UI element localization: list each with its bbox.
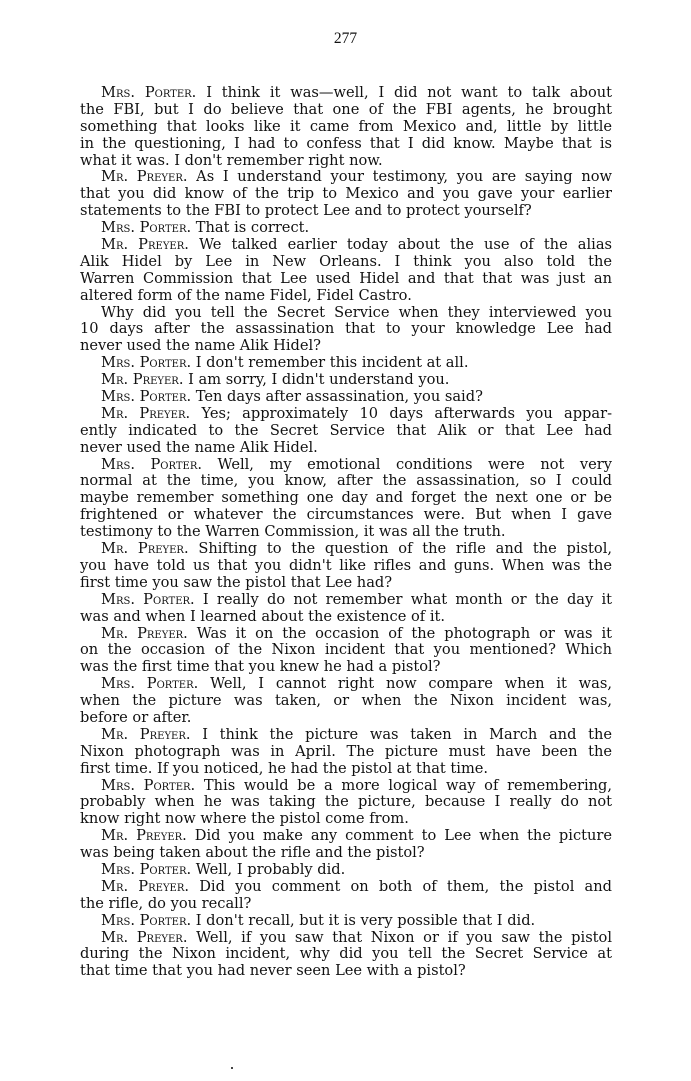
speaker-name: Mr. Preyer. bbox=[101, 928, 188, 946]
text-line bbox=[80, 626, 612, 643]
text-line bbox=[80, 778, 612, 795]
line-text: during the Nixon incident, why did you tell the Secret Service at bbox=[80, 945, 612, 963]
text-line bbox=[80, 930, 612, 947]
testimony-paragraph bbox=[80, 626, 612, 677]
testimony-paragraph bbox=[80, 169, 612, 220]
text-line bbox=[80, 153, 612, 170]
line-text: in the questioning, I had to confess that I did know. Maybe that is bbox=[80, 134, 612, 152]
text-line bbox=[80, 136, 612, 153]
text-line bbox=[80, 642, 612, 659]
testimony-paragraph bbox=[80, 220, 612, 237]
testimony-paragraph bbox=[80, 862, 612, 879]
testimony-paragraph bbox=[80, 355, 612, 372]
testimony-paragraph bbox=[80, 727, 612, 778]
text-line bbox=[80, 811, 612, 828]
text-line bbox=[80, 305, 612, 322]
speaker-name: Mrs. Porter. bbox=[101, 860, 192, 878]
line-text: Nixon photograph was in April. The picture must have been the bbox=[80, 742, 612, 760]
text-line bbox=[80, 490, 612, 507]
speaker-name: Mrs. Porter. bbox=[101, 590, 195, 608]
text-line bbox=[80, 321, 612, 338]
line-text: Alik Hidel by Lee in New Orleans. I think you also told the bbox=[80, 252, 612, 270]
line-text: something that looks like it came from Mexico and, little by little bbox=[80, 117, 612, 135]
speaker-name: Mrs. Porter. bbox=[101, 219, 192, 237]
text-line bbox=[80, 119, 612, 136]
text-line bbox=[80, 507, 612, 524]
line-text: never used the name Alik Hidel. bbox=[80, 438, 318, 456]
speaker-name: Mr. Preyer. bbox=[101, 624, 188, 642]
testimony-paragraph bbox=[80, 457, 612, 541]
line-text: frightened or whatever the circumstances were. But when I gave bbox=[80, 506, 612, 524]
line-text: normal at the time, you know, after the assassination, so I could bbox=[80, 472, 612, 490]
speaker-name: Mrs. Porter. bbox=[101, 84, 197, 101]
text-line bbox=[80, 946, 612, 963]
text-line bbox=[80, 896, 612, 913]
text-line bbox=[80, 372, 612, 389]
testimony-paragraph bbox=[80, 930, 612, 981]
text-line bbox=[80, 338, 612, 355]
text-line bbox=[80, 457, 612, 474]
testimony-paragraph bbox=[80, 372, 612, 389]
line-text: I don't remember this incident at all. bbox=[195, 354, 469, 372]
line-text: I think it was—well, I did not want to talk about bbox=[206, 84, 612, 101]
testimony-paragraph bbox=[80, 676, 612, 727]
speaker-name: Mr. Preyer. bbox=[101, 540, 189, 558]
text-line bbox=[80, 828, 612, 845]
line-text: Why did you tell the Secret Service when they interviewed you bbox=[101, 303, 612, 321]
text-line bbox=[80, 524, 612, 541]
speaker-name: Mrs. Porter. bbox=[101, 675, 199, 693]
line-text: Well, I probably did. bbox=[195, 860, 346, 878]
testimony-paragraph bbox=[80, 879, 612, 913]
line-text: probably when he was taking the picture, because I really do not bbox=[80, 793, 612, 811]
line-text: the FBI, but I do believe that one of the FBI agents, he brought bbox=[80, 100, 612, 118]
text-line bbox=[80, 271, 612, 288]
text-line bbox=[80, 575, 612, 592]
transcript-body bbox=[80, 85, 612, 980]
line-text: was the first time that you knew he had a pistol? bbox=[80, 658, 441, 676]
line-text: We talked earlier today about the use of the alias bbox=[198, 236, 613, 254]
text-line bbox=[80, 693, 612, 710]
speaker-name: Mr. Preyer. bbox=[101, 236, 189, 254]
speaker-name: Mrs. Porter. bbox=[101, 354, 192, 372]
line-text: Shifting to the question of the rifle and the pistol, bbox=[198, 540, 612, 558]
line-text: That is correct. bbox=[195, 219, 310, 237]
line-text: was being taken about the rifle and the pistol? bbox=[80, 844, 425, 862]
line-text: ently indicated to the Secret Service that Alik or that Lee had bbox=[80, 421, 612, 439]
text-line bbox=[80, 592, 612, 609]
text-line bbox=[80, 440, 612, 457]
text-line bbox=[80, 237, 612, 254]
line-text: the rifle, do you recall? bbox=[80, 894, 252, 912]
text-line bbox=[80, 794, 612, 811]
page-number: 277 bbox=[333, 30, 358, 47]
line-text: Warren Commission that Lee used Hidel and that that was just an bbox=[80, 269, 612, 287]
text-line bbox=[80, 220, 612, 237]
text-line bbox=[80, 169, 612, 186]
text-line bbox=[80, 659, 612, 676]
line-text: statements to the FBI to protect Lee and to protect yourself? bbox=[80, 202, 532, 220]
text-line bbox=[80, 254, 612, 271]
speaker-name: Mrs. Porter. bbox=[101, 776, 196, 794]
line-text: was and when I learned about the existence of it. bbox=[80, 607, 446, 625]
speaker-name: Mr. Preyer. bbox=[101, 877, 190, 895]
text-line bbox=[80, 541, 612, 558]
text-line bbox=[80, 406, 612, 423]
line-text: As I understand your testimony, you are saying now bbox=[196, 168, 612, 186]
line-text: I think the picture was taken in March and the bbox=[202, 725, 612, 743]
line-text: know right now where the pistol come from. bbox=[80, 810, 409, 828]
testimony-paragraph bbox=[80, 237, 612, 305]
text-line bbox=[80, 186, 612, 203]
testimony-paragraph bbox=[80, 305, 612, 356]
text-line bbox=[80, 558, 612, 575]
line-text: that you did know of the trip to Mexico and you gave your earlier bbox=[80, 185, 612, 203]
speaker-name: Mrs. Porter. bbox=[101, 911, 192, 929]
text-line bbox=[80, 744, 612, 761]
line-text: Well, I cannot right now compare when it was, bbox=[210, 675, 613, 693]
text-line bbox=[80, 389, 612, 406]
speaker-name: Mr. Preyer. bbox=[101, 404, 191, 422]
text-line bbox=[80, 963, 612, 980]
text-line bbox=[80, 676, 612, 693]
line-text: altered form of the name Fidel, Fidel Castro. bbox=[80, 286, 412, 304]
text-line bbox=[80, 203, 612, 220]
line-text: 10 days after the assassination that to your knowledge Lee had bbox=[80, 320, 612, 338]
line-text: Yes; approximately 10 days afterwards you appar- bbox=[201, 404, 613, 422]
line-text: testimony to the Warren Commission, it was all the truth. bbox=[80, 523, 506, 541]
text-line bbox=[80, 609, 612, 626]
line-text: never used the name Alik Hidel? bbox=[80, 337, 322, 355]
testimony-paragraph bbox=[80, 389, 612, 406]
line-text: Well, if you saw that Nixon or if you saw the pistol bbox=[196, 928, 612, 946]
line-text: Was it on the occasion of the photograph or was it bbox=[196, 624, 613, 642]
testimony-paragraph bbox=[80, 541, 612, 592]
text-line bbox=[80, 288, 612, 305]
text-line bbox=[80, 761, 612, 778]
text-line bbox=[80, 85, 612, 102]
testimony-paragraph bbox=[80, 406, 612, 457]
line-text: This would be a more logical way of remembering, bbox=[203, 776, 613, 794]
text-line bbox=[80, 102, 612, 119]
speaker-name: Mr. Preyer. bbox=[101, 827, 187, 845]
line-text: first time. If you noticed, he had the pistol at that time. bbox=[80, 759, 489, 777]
speaker-name: Mr. Preyer. bbox=[101, 168, 188, 186]
text-line bbox=[80, 473, 612, 490]
line-text: I really do not remember what month or the day it bbox=[202, 590, 612, 608]
line-text: first time you saw the pistol that Lee had? bbox=[80, 573, 393, 591]
line-text: Did you comment on both of them, the pistol and bbox=[199, 877, 612, 895]
text-line bbox=[80, 913, 612, 930]
speaker-name: Mrs. Porter. bbox=[101, 455, 202, 473]
testimony-paragraph bbox=[80, 592, 612, 626]
line-text: maybe remember something one day and forget the next one or be bbox=[80, 489, 612, 507]
testimony-paragraph bbox=[80, 828, 612, 862]
testimony-paragraph bbox=[80, 85, 612, 169]
speaker-name: Mrs. Porter. bbox=[101, 388, 192, 406]
scan-speck bbox=[231, 1067, 233, 1069]
text-line bbox=[80, 845, 612, 862]
testimony-paragraph bbox=[80, 778, 612, 829]
text-line bbox=[80, 862, 612, 879]
line-text: Ten days after assassination, you said? bbox=[195, 388, 483, 406]
testimony-paragraph bbox=[80, 913, 612, 930]
text-line bbox=[80, 423, 612, 440]
line-text: on the occasion of the Nixon incident that you mentioned? Which bbox=[80, 641, 612, 659]
line-text: that time that you had never seen Lee with a pistol? bbox=[80, 962, 466, 980]
line-text: I am sorry, I didn't understand you. bbox=[188, 371, 450, 389]
text-line bbox=[80, 710, 612, 727]
text-line bbox=[80, 727, 612, 744]
line-text: before or after. bbox=[80, 708, 192, 726]
line-text: what it was. I don't remember right now. bbox=[80, 151, 383, 169]
line-text: you have told us that you didn't like rifles and guns. When was the bbox=[80, 556, 612, 574]
line-text: when the picture was taken, or when the Nixon incident was, bbox=[80, 692, 612, 710]
speaker-name: Mr. Preyer. bbox=[101, 725, 191, 743]
line-text: I don't recall, but it is very possible that I did. bbox=[195, 911, 536, 929]
text-line bbox=[80, 355, 612, 372]
speaker-name: Mr. Preyer. bbox=[101, 371, 184, 389]
line-text: Did you make any comment to Lee when the picture bbox=[194, 827, 612, 845]
text-line bbox=[80, 879, 612, 896]
line-text: Well, my emotional conditions were not very bbox=[217, 455, 612, 473]
